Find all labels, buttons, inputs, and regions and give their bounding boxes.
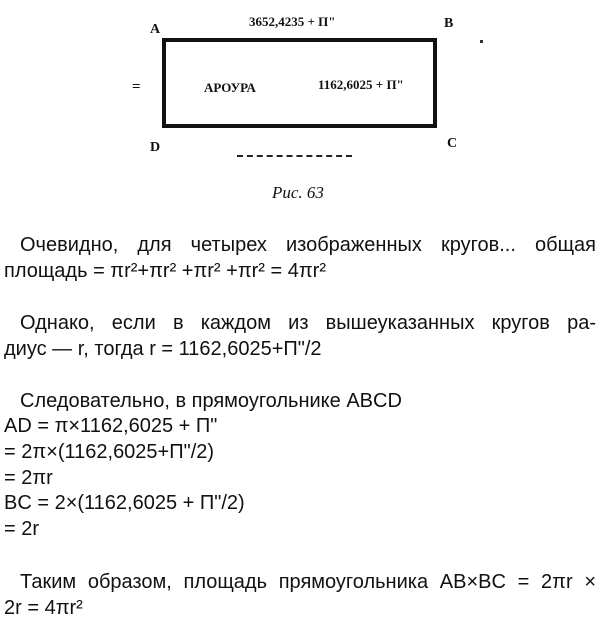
paragraph-3-line-5: BC = 2×(1162,6025 + П"/2)	[4, 492, 245, 514]
bottom-dashed-line	[237, 155, 352, 157]
paragraph-3-line-6: = 2r	[4, 518, 40, 540]
top-side-label: 3652,4235 + П"	[249, 14, 336, 29]
corner-label-d: D	[150, 140, 161, 155]
paragraph-4-line-2: 2r = 4πr²	[4, 597, 83, 619]
paragraph-3-line-4: = 2πr	[4, 467, 53, 489]
paragraph-3-line-1: Следовательно, в прямоугольнике ABCD	[20, 390, 402, 412]
corner-label-c: C	[447, 136, 458, 151]
paragraph-1-line-1: Очевидно, для четырех изображенных кругов... общая	[20, 234, 596, 256]
corner-label-a: A	[150, 22, 161, 37]
inner-label-aroura: АРОУРА	[204, 80, 256, 95]
figure-caption: Рис. 63	[272, 183, 324, 202]
inner-side-label: 1162,6025 + П"	[318, 77, 404, 92]
paragraph-3-line-3: = 2π×(1162,6025+П"/2)	[4, 441, 215, 463]
left-equals-mark: =	[132, 79, 141, 95]
paragraph-2-line-2: диус — r, тогда r = 1162,6025+П"/2	[4, 338, 322, 360]
paragraph-2-line-1: Однако, если в каждом из вышеуказанных кругов ра-	[20, 312, 596, 334]
corner-label-b: B	[444, 16, 454, 31]
paragraph-3-line-2: AD = π×1162,6025 + П"	[4, 415, 218, 437]
paragraph-1-line-2: площадь = πr²+πr² +πr² +πr² = 4πr²	[4, 260, 326, 282]
paragraph-4-line-1: Таким образом, площадь прямоугольника AB×BC = 2πr ×	[20, 571, 596, 593]
stray-dot	[480, 40, 483, 43]
